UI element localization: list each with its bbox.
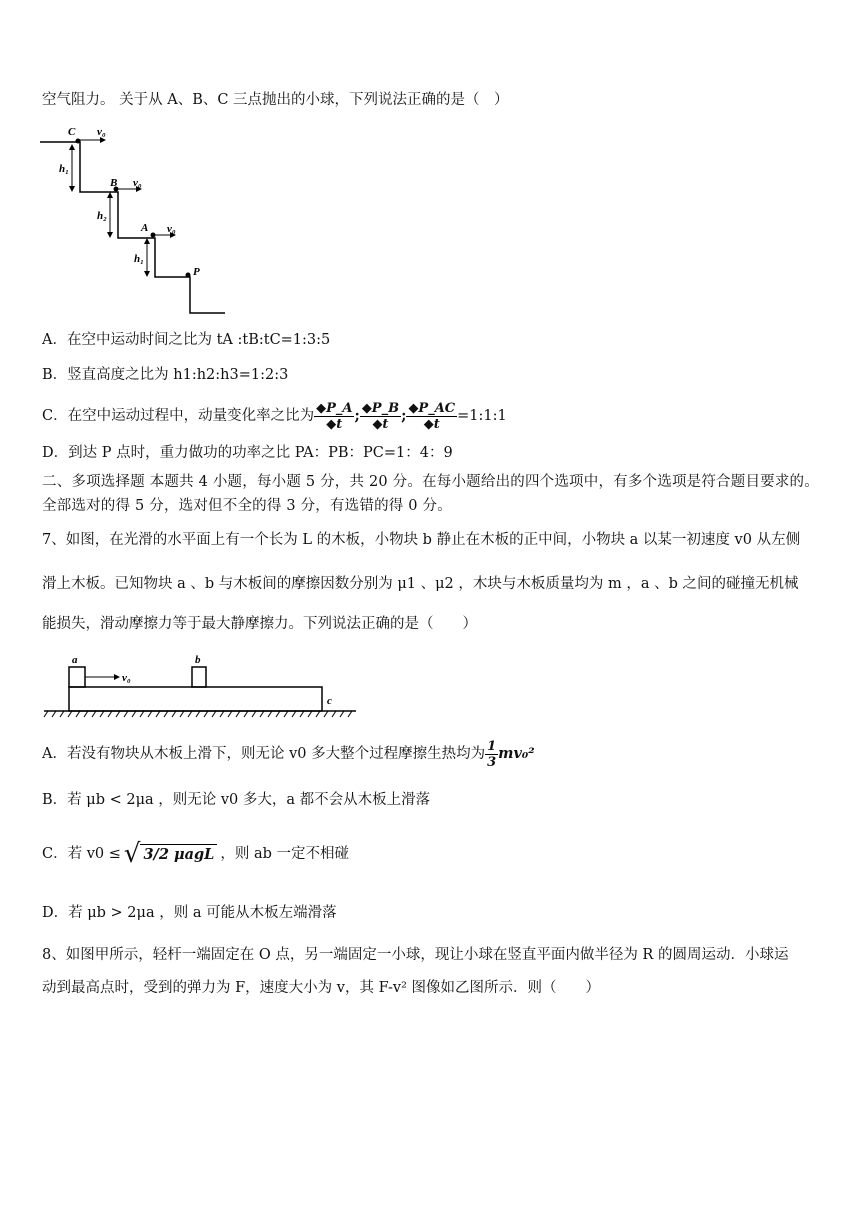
- q7-option-a-text: A．若没有物块从木板上滑下，则无论 v0 多大整个过程摩擦生热均为: [42, 746, 486, 762]
- label-v0-C: v₀: [97, 126, 106, 138]
- label-c: c: [327, 695, 332, 707]
- label-A: A: [141, 222, 149, 234]
- section2-scoring: 全部选对的得 5 分，选对但不全的得 3 分，有选错的得 0 分。: [42, 498, 452, 514]
- q7-option-c-result: ，则 ab 一定不相碰: [220, 846, 349, 862]
- stairs-figure: [40, 122, 240, 317]
- q6-option-c-ratio: =1:1:1: [457, 408, 507, 424]
- label-v0: v₀: [122, 672, 131, 684]
- label-b: b: [195, 654, 201, 666]
- frac-one-third: $\frac{1}{3}$: [487, 738, 497, 770]
- label-a: a: [72, 654, 78, 666]
- label-h1-top: h₁: [59, 163, 69, 175]
- q6-option-b: B．竖直高度之比为 h1:h2:h3=1:2:3: [42, 367, 289, 383]
- q7-option-c: [42, 832, 349, 876]
- q7-stem-1: 7、如图，在光滑的水平面上有一个长为 L 的木板，小物块 b 静止在木板的正中间，小物块 a 以某一初速度 v0 从左侧: [42, 532, 801, 548]
- q7-option-d: D．若 μb > 2μa ，则 a 可能从木板左端滑落: [42, 905, 337, 921]
- label-C: C: [68, 126, 76, 138]
- q6-option-c-text: C．在空中运动过程中，动量变化率之比为: [42, 408, 315, 424]
- q7-stem-3: 能损失，滑动摩擦力等于最大静摩擦力。下列说法正确的是（ ）: [42, 616, 477, 632]
- label-P: P: [193, 266, 200, 278]
- board-figure: [42, 650, 362, 720]
- q7-stem-2: 滑上木板。已知物块 a 、b 与木板间的摩擦因数分别为 μ1 、μ2 ，木块与木板质量均为 m ，a 、b 之间的碰撞无机械: [42, 576, 799, 592]
- frac-dPB-dt: $\frac{◆P\_B}{◆t}$: [361, 400, 400, 432]
- q6-option-d: D．到达 P 点时，重力做功的功率之比 PA：PB：PC=1：4：9: [42, 445, 453, 461]
- label-v0-A: v₀: [167, 223, 176, 235]
- mv0-squared: mv₀²: [498, 745, 535, 762]
- q7-option-c-text: C．若 v0 ≤: [42, 846, 121, 862]
- label-v0-B: v₀: [133, 177, 142, 189]
- label-h2: h₂: [97, 210, 107, 222]
- q6-stem-tail: 空气阻力。 关于从 A、B、C 三点抛出的小球，下列说法正确的是（ ）: [42, 92, 509, 108]
- q6-option-c: C．在空中运动过程中，动量变化率之比为 $\frac{◆P\_A}{◆t}$ ; $\frac{◆P\_B}{◆t}$ ; $\frac{◆P\_AC}{◆t}$ =1:1:1: [42, 400, 507, 432]
- sqrt-expression: √ 3/2 μagL: [124, 841, 217, 867]
- q7-option-a: [42, 732, 535, 776]
- q8-stem-2: 动到最高点时，受到的弹力为 F，速度大小为 v，其 F-v² 图像如乙图所示．则（ ）: [42, 980, 600, 996]
- label-B: B: [110, 177, 118, 189]
- q8-stem-1: 8、如图甲所示，轻杆一端固定在 O 点，另一端固定一小球，现让小球在竖直平面内做半径为 R 的圆周运动．小球运: [42, 947, 789, 963]
- section2-heading: 二、多项选择题 本题共 4 小题，每小题 5 分，共 20 分。在每小题给出的四个选项中，有多个选项是符合题目要求的。: [42, 474, 819, 490]
- q7-option-b: B．若 μb < 2μa ，则无论 v0 多大，a 都不会从木板上滑落: [42, 792, 431, 808]
- frac-dPAC-dt: $\frac{◆P\_AC}{◆t}$: [408, 400, 456, 432]
- q6-option-a: A．在空中运动时间之比为 tA :tB:tC=1:3:5: [42, 332, 331, 348]
- frac-dPA-dt: $\frac{◆P\_A}{◆t}$: [316, 400, 353, 432]
- label-h1: h₁: [134, 253, 144, 265]
